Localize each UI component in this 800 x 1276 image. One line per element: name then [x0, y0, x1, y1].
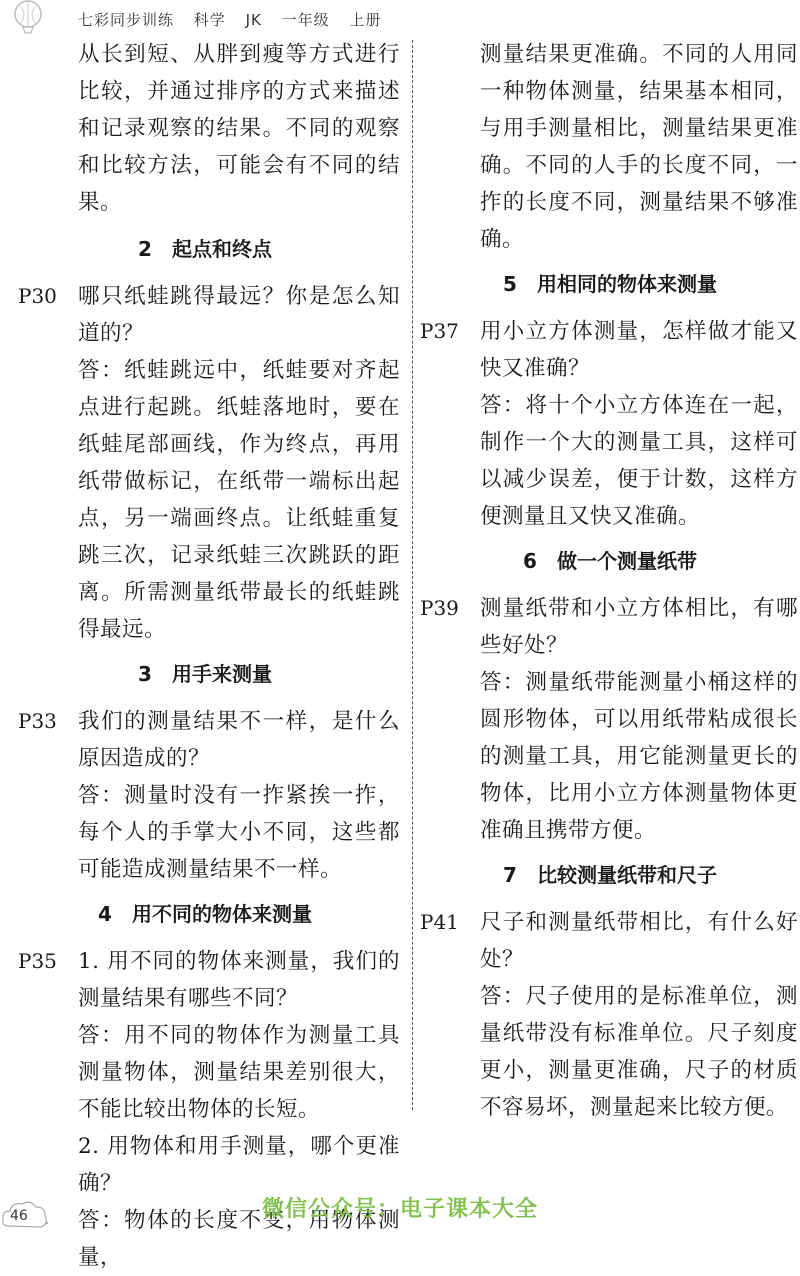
header-edition: JK — [245, 11, 262, 29]
question-text: 尺子和测量纸带相比，有什么好处？ — [480, 910, 798, 972]
page-ref: P37 — [420, 319, 459, 343]
page-ref: P33 — [18, 709, 57, 733]
answer-text: 答：将十个小立方体连在一起，制作一个大的测量工具，这样可以减少误差，便于计数，这样方便测量且又快又准确。 — [480, 393, 798, 529]
header-grade: 一年级 — [281, 11, 330, 29]
page-header — [0, 0, 800, 40]
entry-p33 — [0, 703, 410, 888]
answer-text: 答：测量纸带能测量小桶这样的圆形物体，可以用纸带粘成很长的测量工具，用它能测量更长的物体，比用小立方体测量物体更准确且携带方便。 — [480, 670, 798, 843]
header-volume: 上册 — [349, 11, 382, 29]
section-title-5: 5 用相同的物体来测量 — [503, 272, 717, 296]
section-title-7: 7 比较测量纸带和尺子 — [503, 863, 717, 887]
left-column — [0, 36, 410, 1276]
section-title-6: 6 做一个测量纸带 — [523, 549, 697, 573]
answer-text: 答：用不同的物体作为测量工具测量物体，测量结果差别很大，不能比较出物体的长短。 — [78, 1023, 400, 1122]
question-text: 我们的测量结果不一样，是什么原因造成的？ — [78, 709, 400, 771]
entry-p41 — [420, 904, 800, 1126]
entry-body — [78, 943, 400, 1276]
entry-p37 — [420, 313, 800, 535]
header-series: 七彩同步训练 — [78, 11, 175, 29]
question-text: 2. 用物体和用手测量，哪个更准确？ — [78, 1134, 400, 1196]
page-ref: P35 — [18, 949, 57, 973]
entry-p30 — [0, 278, 410, 648]
page-ref: P30 — [18, 284, 57, 308]
question-text: 1. 用不同的物体来测量，我们的测量结果有哪些不同？ — [78, 949, 400, 1011]
entry-p35 — [0, 943, 410, 1276]
balloon-logo-icon — [10, 0, 46, 38]
section-title-4: 4 用不同的物体来测量 — [98, 902, 312, 926]
question-text: 测量纸带和小立方体相比，有哪些好处？ — [480, 596, 798, 658]
answer-text: 答：纸蛙跳远中，纸蛙要对齐起点进行起跳。纸蛙落地时，要在纸蛙尾部画线，作为终点，再用纸带做标记，在纸带一端标出起点，另一端画终点。让纸蛙重复跳三次，记录纸蛙三次跳跃的距离。所需测量纸带最长的纸蛙跳得最远。 — [78, 358, 400, 642]
right-column — [420, 36, 800, 1126]
page-ref: P41 — [420, 910, 459, 934]
page-ref: P39 — [420, 596, 459, 620]
continued-paragraph: 测量结果更准确。不同的人用同一种物体测量，结果基本相同，与用手测量相比，测量结果更准确。不同的人手的长度不同，一拃的长度不同，测量结果不够准确。 — [480, 42, 798, 252]
header-subject: 科学 — [193, 11, 226, 29]
section-title-3: 3 用手来测量 — [138, 662, 272, 686]
watermark-text: 微信公众号：电子课本大全 — [261, 1197, 538, 1222]
entry-body — [78, 703, 400, 888]
answer-text: 答：测量时没有一拃紧挨一拃，每个人的手掌大小不同，这些都可能造成测量结果不一样。 — [78, 783, 400, 882]
answer-text: 答：尺子使用的是标准单位，测量纸带没有标准单位。尺子刻度更小，测量更准确，尺子的材质不容易坏，测量起来比较方便。 — [480, 984, 798, 1120]
entry-body — [480, 313, 798, 535]
entry-body — [480, 904, 798, 1126]
entry-body — [78, 278, 400, 648]
section-title-2: 2 起点和终点 — [138, 237, 272, 261]
question-text: 哪只纸蛙跳得最远？你是怎么知道的？ — [78, 284, 400, 346]
answer-text: 答：物体的长度不变，用物体测量， — [78, 1208, 400, 1270]
header-title — [78, 9, 395, 30]
intro-paragraph: 从长到短、从胖到瘦等方式进行比较，并通过排序的方式来描述和记录观察的结果。不同的观察和比较方法，可能会有不同的结果。 — [78, 42, 400, 215]
column-divider — [412, 40, 413, 1110]
entry-p39 — [420, 590, 800, 849]
page-number: 46 — [10, 1208, 28, 1224]
question-text: 用小立方体测量，怎样做才能又快又准确？ — [480, 319, 798, 381]
entry-body — [480, 590, 798, 849]
